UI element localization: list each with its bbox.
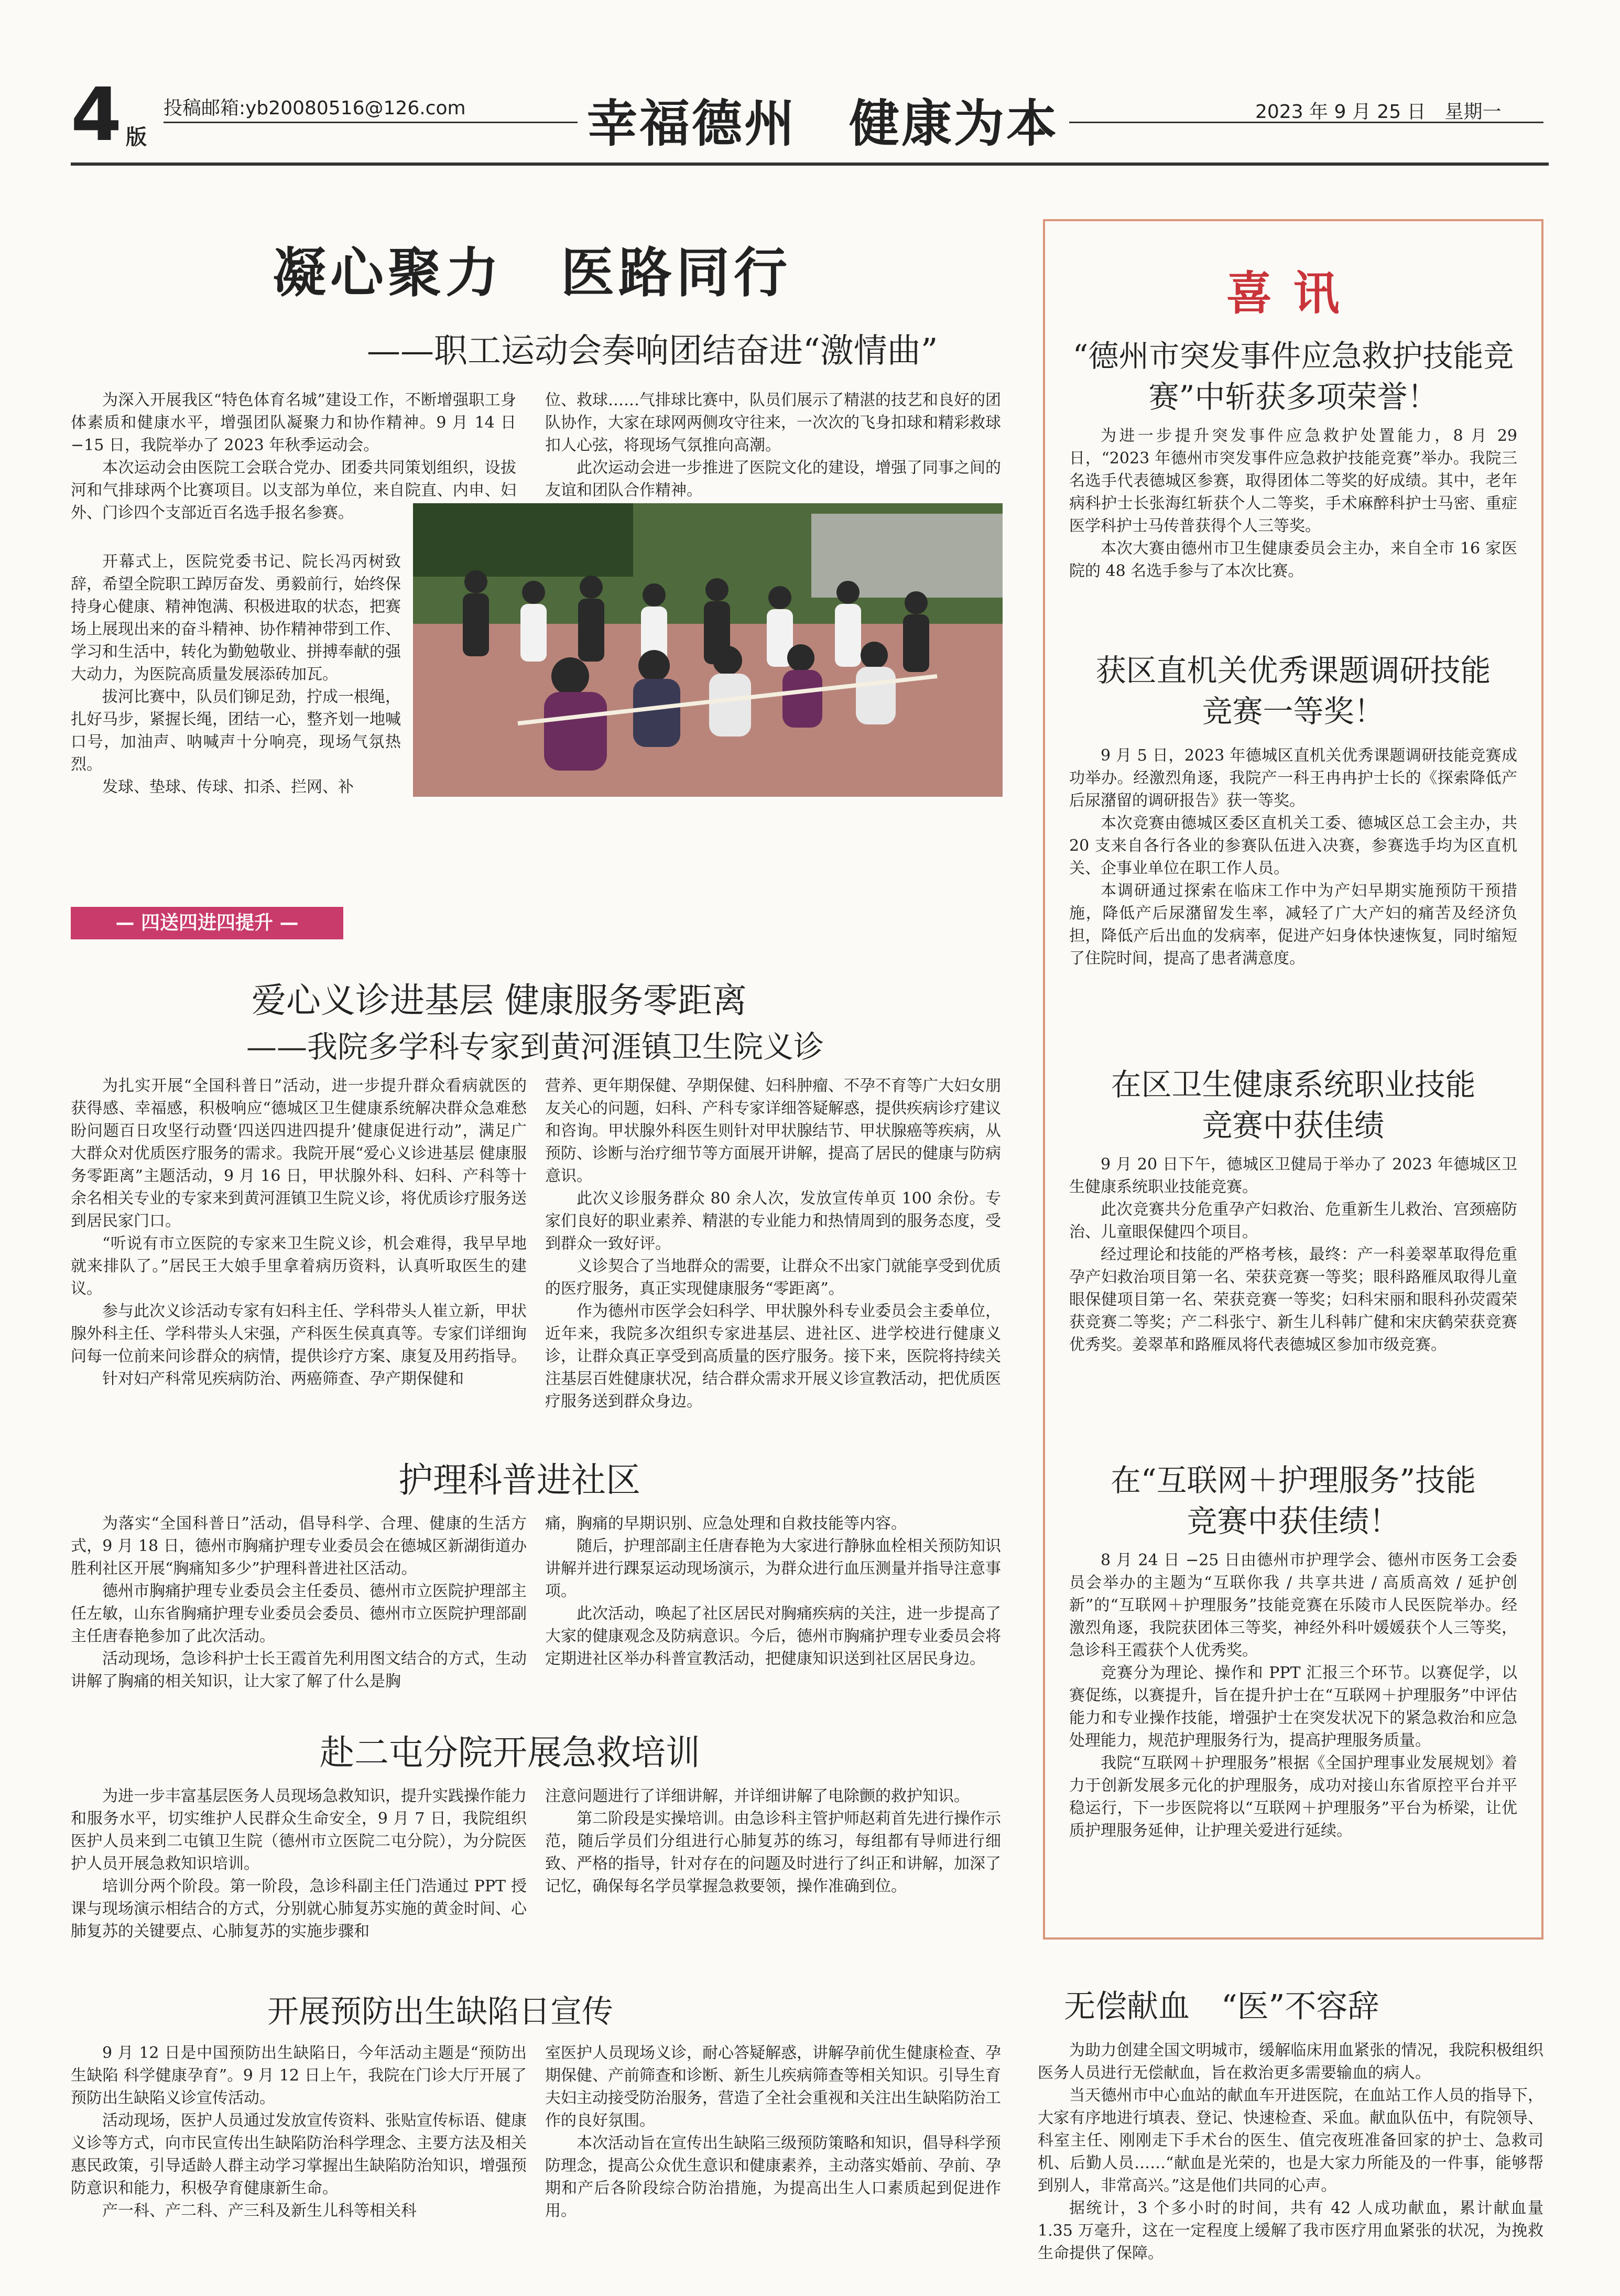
- news2-title: 获区直机关优秀课题调研技能竞赛一等奖！: [1095, 653, 1491, 730]
- paragraph: 参与此次义诊活动专家有妇科主任、学科带头人崔立新，甲状腺外科主任、学科带头人宋强，产科医生侯真真等。专家们详细询问每一位前来问诊群众的病情，提供诊疗方案、康复及用药指导。: [71, 1302, 527, 1366]
- paragraph: 活动现场，急诊科护士长王霞首先利用图文结合的方式，生动讲解了胸痛的相关知识，让大家了解了什么是胸: [71, 1650, 527, 1691]
- article6-body: [1038, 2039, 1543, 2275]
- paragraph: 为扎实开展“全国科普日”活动，进一步提升群众看病就医的获得感、幸福感，积极响应“德城区卫生健康系统解决群众急难愁盼问题百日攻坚行动暨‘四送四进四提升’健康促进行动”，满足广大群众对优质医疗服务的需求。我院开展“爱心义诊进基层 健康服务零距离”主题活动，9 月 16 日，甲状腺外科、妇科、产科等十余名相关专业的专家来到黄河涯镇卫生院义诊，将优质诊疗服务送到居民家门口。: [71, 1077, 527, 1230]
- news2-body: [1069, 744, 1517, 1027]
- article4-col2: [545, 1785, 1001, 1974]
- paragraph: 9 月 5 日，2023 年德城区直机关优秀课题调研技能竞赛成功举办。经激烈角逐，我院产一科王冉冉护士长的《探索降低产后尿潴留的调研报告》获一等奖。: [1069, 746, 1517, 810]
- paragraph: 此次运动会进一步推进了医院文化的建设，增强了同事之间的友谊和团队合作精神。: [545, 459, 1001, 500]
- paragraph: 9 月 20 日下午，德城区卫健局于举办了 2023 年德城区卫生健康系统职业技能竞赛。: [1069, 1155, 1517, 1196]
- article1-col1-side: [71, 550, 401, 860]
- paragraph: 竞赛分为理论、操作和 PPT 汇报三个环节。以赛促学，以赛促练，以赛提升，旨在提升护士在“互联网＋护理服务”中评估能力和专业操作技能，增强护士在突发状况下的紧急救治和应急处理能力，规范护理服务行为，提高护理服务质量。: [1069, 1664, 1517, 1750]
- paragraph: 9 月 12 日是中国预防出生缺陷日，今年活动主题是“预防出生缺陷 科学健康孕育”。9 月 12 日上午，我院在门诊大厅开展了预防出生缺陷义诊宣传活动。: [71, 2044, 527, 2107]
- article4-title: 赴二屯分院开展急救培训: [320, 1732, 700, 1773]
- article1-col2-top: [545, 389, 1001, 500]
- paragraph: 营养、更年期保健、孕期保健、妇科肿瘤、不孕不育等广大妇女朋友关心的问题，妇科、产科专家详细答疑解惑，提供疾病诊疗建议和咨询。甲状腺外科医生则针对甲状腺结节、甲状腺癌等疾病，从预防、诊断与治疗细节等方面展开讲解，提高了居民的健康与防病意识。: [545, 1077, 1001, 1185]
- issue-date: 2023 年 9 月 25 日 星期一: [1255, 101, 1502, 123]
- section-banner: — 四送四进四提升 —: [71, 907, 343, 939]
- paragraph: 本次大赛由德州市卫生健康委员会主办，来自全市 16 家医院的 48 名选手参与了本次比赛。: [1069, 539, 1517, 580]
- paragraph: 注意问题进行了详细讲解，并详细讲解了电除颤的救护知识。: [545, 1787, 970, 1805]
- article1-subtitle: ——职工运动会奏响团结奋进“激情曲”: [367, 332, 938, 371]
- paragraph: 经过理论和技能的严格考核，最终：产一科姜翠革取得危重孕产妇救治项目第一名、荣获竞赛一等奖；眼科路雁凤取得儿童眼保健项目第一名、荣获竞赛一等奖；妇科宋丽和眼科孙荧霞荣获竞赛二等奖；产二科张宁、新生儿科韩广健和宋庆鹤荣获竞赛优秀奖。姜翠革和路雁凤将代表德城区参加市级竞赛。: [1069, 1246, 1517, 1354]
- article1-title: 凝心聚力 医路同行: [273, 242, 791, 305]
- article6-title: 无偿献血 “医”不容辞: [1064, 1988, 1379, 2025]
- article3-col1: [71, 1512, 527, 1717]
- paragraph: 拔河比赛中，队员们铆足劲，拧成一根绳，扎好马步，紧握长绳，团结一心，整齐划一地喊口号，加油声、呐喊声十分响亮，现场气氛热烈。: [71, 688, 401, 774]
- paragraph: 为进一步提升突发事件应急救护处置能力，8 月 29 日，“2023 年德州市突发事件应急救护技能竞赛”举办。我院三名选手代表德城区参赛，取得团体二等奖的好成绩。其中，老年病科护士长张海红斩获个人二等奖，手术麻醉科护士马密、重症医学科护士马传普获得个人三等奖。: [1069, 427, 1517, 535]
- news4-body: [1069, 1549, 1517, 1926]
- article5-col2: [545, 2042, 1001, 2272]
- paragraph: 此次义诊服务群众 80 余人次，发放宣传单页 100 余份。专家们良好的职业素养、精湛的专业能力和热情周到的服务态度，受到群众一致好评。: [545, 1189, 1001, 1253]
- paragraph: 随后，护理部副主任唐春艳为大家进行静脉血栓相关预防知识讲解并进行踝泵运动现场演示，为群众进行血压测量并指导注意事项。: [545, 1537, 1001, 1600]
- news4-title: 在“互联网＋护理服务”技能竞赛中获佳绩！: [1110, 1463, 1476, 1540]
- article2-col1: [71, 1075, 527, 1442]
- paragraph: 发球、垫球、传球、扣杀、拦网、补: [102, 778, 354, 796]
- paragraph: 为助力创建全国文明城市，缓解临床用血紧张的情况，我院积极组织医务人员进行无偿献血，旨在救治更多需要输血的病人。: [1038, 2041, 1543, 2082]
- article3-col2: [545, 1512, 1001, 1717]
- good-news-heading: 喜讯: [1226, 266, 1361, 320]
- paragraph: 产一科、产二科、产三科及新生儿科等相关科: [102, 2202, 417, 2220]
- paragraph: 第二阶段是实操培训。由急诊科主管护师赵莉首先进行操作示范，随后学员们分组进行心肺复苏的练习，每组都有导师进行细致、严格的指导，针对存在的问题及时进行了纠正和讲解，加深了记忆，确保每名学员掌握急救要领，操作准确到位。: [545, 1810, 1001, 1896]
- article4-col1: [71, 1785, 527, 1974]
- header-line-left: [164, 122, 578, 123]
- paragraph: 为进一步丰富基层医务人员现场急救知识，提升实践操作能力和服务水平，切实维护人民群众生命安全，9 月 7 日，我院组织医护人员来到二屯镇卫生院（德州市立医院二屯分院），为分院医护人员开展急救知识培训。: [71, 1787, 527, 1873]
- paragraph: 此次活动，唤起了社区居民对胸痛疾病的关注，进一步提高了大家的健康观念及防病意识。今后，德州市胸痛护理专业委员会将定期进社区举办科普宣教活动，把健康知识送到社区居民身边。: [545, 1605, 1001, 1668]
- article3-title: 护理科普进社区: [398, 1460, 640, 1500]
- masthead: 幸福德州 健康为本: [587, 94, 1059, 153]
- paragraph: 为落实“全国科普日”活动，倡导科学、合理、健康的生活方式，9 月 18 日，德州市胸痛护理专业委员会在德城区新湖街道办胜利社区开展“胸痛知多少”护理科普进社区活动。: [71, 1514, 527, 1578]
- page-number: 4: [71, 72, 122, 158]
- paragraph: 作为德州市医学会妇科学、甲状腺外科专业委员会主委单位，近年来，我院多次组织专家进基层、进社区、进学校进行健康义诊，让群众真正享受到高质量的医疗服务。接下来，医院将持续关注基层百姓健康状况，结合群众需求开展义诊宣教活动，把优质医疗服务送到群众身边。: [545, 1302, 1001, 1411]
- paragraph: 室医护人员现场义诊，耐心答疑解惑，讲解孕前优生健康检查、孕期保健、产前筛查和诊断、新生儿疾病筛查等相关知识。引导生育夫妇主动接受防治服务，营造了全社会重视和关注出生缺陷防治工作的良好氛围。: [545, 2044, 1001, 2130]
- paragraph: 为深入开展我区“特色体育名城”建设工作，不断增强职工身体素质和健康水平，增强团队凝聚力和协作精神。9 月 14 日 −15 日，我院举办了 2023 年秋季运动会。: [71, 391, 516, 454]
- paragraph: 当天德州市中心血站的献血车开进医院，在血站工作人员的指导下，大家有序地进行填表、登记、快速检查、采血。献血队伍中，有院领导、科室主任、刚刚走下手术台的医生、值完夜班准备回家的护士、急救司机、后勤人员……“献血是光荣的，也是大家力所能及的一件事，能够帮到别人，非常高兴。”这是他们共同的心声。: [1038, 2086, 1543, 2195]
- paragraph: 开幕式上，医院党委书记、院长冯丙树致辞，希望全院职工踔厉奋发、勇毅前行，始终保持身心健康、精神饱满、积极进取的状态，把赛场上展现出来的奋斗精神、协作精神带到工作、学习和生活中，转化为勤勉敬业、拼搏奉献的强大动力，为医院高质量发展添砖加瓦。: [71, 553, 401, 684]
- paragraph: 本调研通过探索在临床工作中为产妇早期实施预防干预措施，降低产后尿潴留发生率，减轻了广大产妇的痛苦及经济负担，降低产后出血的发病率，促进产妇身体快速恢复，同时缩短了住院时间，提高了患者满意度。: [1069, 882, 1517, 968]
- article2-subtitle: ——我院多学科专家到黄河涯镇卫生院义诊: [246, 1029, 824, 1065]
- paragraph: 本次运动会由医院工会联合党办、团委共同策划组织，设拔河和气排球两个比赛项目。以支部为单位，来自院直、内申、妇外、门诊四个支部近百名选手报名参赛。: [71, 459, 516, 522]
- paragraph: 我院“互联网＋护理服务”根据《全国护理事业发展规划》着力于创新发展多元化的护理服务，成功对接山东省原控平台并平稳运行，下一步医院将以“互联网＋护理服务”平台为桥梁，让优质护理服务延伸，让护理关爱进行延续。: [1069, 1754, 1517, 1840]
- paragraph: 本次竞赛由德城区委区直机关工委、德城区总工会主办，共 20 支来自各行各业的参赛队伍进入决赛，参赛选手均为区直机关、企事业单位在职工作人员。: [1069, 814, 1517, 878]
- paragraph: 针对妇产科常见疾病防治、两癌筛查、孕产期保健和: [102, 1370, 464, 1388]
- paragraph: 8 月 24 日 −25 日由德州市护理学会、德州市医务工会委员会举办的主题为“互联你我 / 共享共进 / 高质高效 / 延护创新”的“互联网＋护理服务”技能竞赛在乐陵市人民医院举办。经激烈角逐，我院获团体三等奖，神经外科叶媛媛获个人三等奖，急诊科王霞获个人优秀奖。: [1069, 1551, 1517, 1660]
- article1-col1-top: [71, 389, 516, 522]
- paragraph: 痛，胸痛的早期识别、应急处理和自救技能等内容。: [545, 1514, 907, 1533]
- paragraph: 本次活动旨在宣传出生缺陷三级预防策略和知识，倡导科学预防理念，提高公众优生意识和健康素养，主动落实婚前、孕前、孕期和产后各阶段综合防治措施，为提高出生人口素质起到促进作用。: [545, 2134, 1001, 2220]
- paragraph: 位、救球……气排球比赛中，队员们展示了精湛的技艺和良好的团队协作，大家在球网两侧攻守往来，一次次的飞身扣球和精彩救球扣人心弦，将现场气氛推向高潮。: [545, 391, 1001, 454]
- news3-body: [1069, 1153, 1517, 1421]
- paragraph: 活动现场，医护人员通过发放宣传资料、张贴宣传标语、健康义诊等方式，向市民宣传出生缺陷防治科学理念、主要方法及相关惠民政策，引导适龄人群主动学习掌握出生缺陷防治知识，增强预防意识和能力，积极孕育健康新生命。: [71, 2111, 527, 2197]
- article5-col1: [71, 2042, 527, 2272]
- paragraph: 据统计，3 个多小时的时间，共有 42 人成功献血，累计献血量 1.35 万毫升，这在一定程度上缓解了我市医疗用血紧张的状况，为挽救生命提供了保障。: [1038, 2199, 1543, 2262]
- article2-col2: [545, 1075, 1001, 1442]
- paragraph: 义诊契合了当地群众的需要，让群众不出家门就能享受到优质的医疗服务，真正实现健康服务“零距离”。: [545, 1257, 1001, 1298]
- news1-body: [1069, 425, 1517, 613]
- news3-title: 在区卫生健康系统职业技能竞赛中获佳绩: [1111, 1067, 1476, 1144]
- paragraph: 此次竞赛共分危重孕产妇救治、危重新生儿救治、宫颈癌防治、儿童眼保健四个项目。: [1069, 1200, 1517, 1241]
- page-unit: 版: [126, 125, 147, 149]
- tug-of-war-photo: [413, 503, 1003, 797]
- paragraph: “听说有市立医院的专家来卫生院义诊，机会难得，我早早地就来排队了。”居民王大娘手里拿着病历资料，认真听取医生的建议。: [71, 1234, 527, 1298]
- paragraph: 培训分两个阶段。第一阶段，急诊科副主任门浩通过 PPT 授课与现场演示相结合的方式，分别就心肺复苏实施的黄金时间、心肺复苏的关键要点、心肺复苏的实施步骤和: [71, 1877, 527, 1941]
- article5-title: 开展预防出生缺陷日宣传: [267, 1994, 613, 2030]
- submission-email: 投稿邮箱:yb20080516@126.com: [164, 98, 466, 119]
- header-rule: [71, 163, 1549, 166]
- article2-title: 爱心义诊进基层 健康服务零距离: [252, 980, 747, 1021]
- news1-title: “德州市突发事件应急救护技能竞赛”中斩获多项荣誉！: [1072, 338, 1514, 415]
- paragraph: 德州市胸痛护理专业委员会主任委员、德州市立医院护理部主任左敏，山东省胸痛护理专业委员会委员、德州市立医院护理部副主任唐春艳参加了此次活动。: [71, 1582, 527, 1645]
